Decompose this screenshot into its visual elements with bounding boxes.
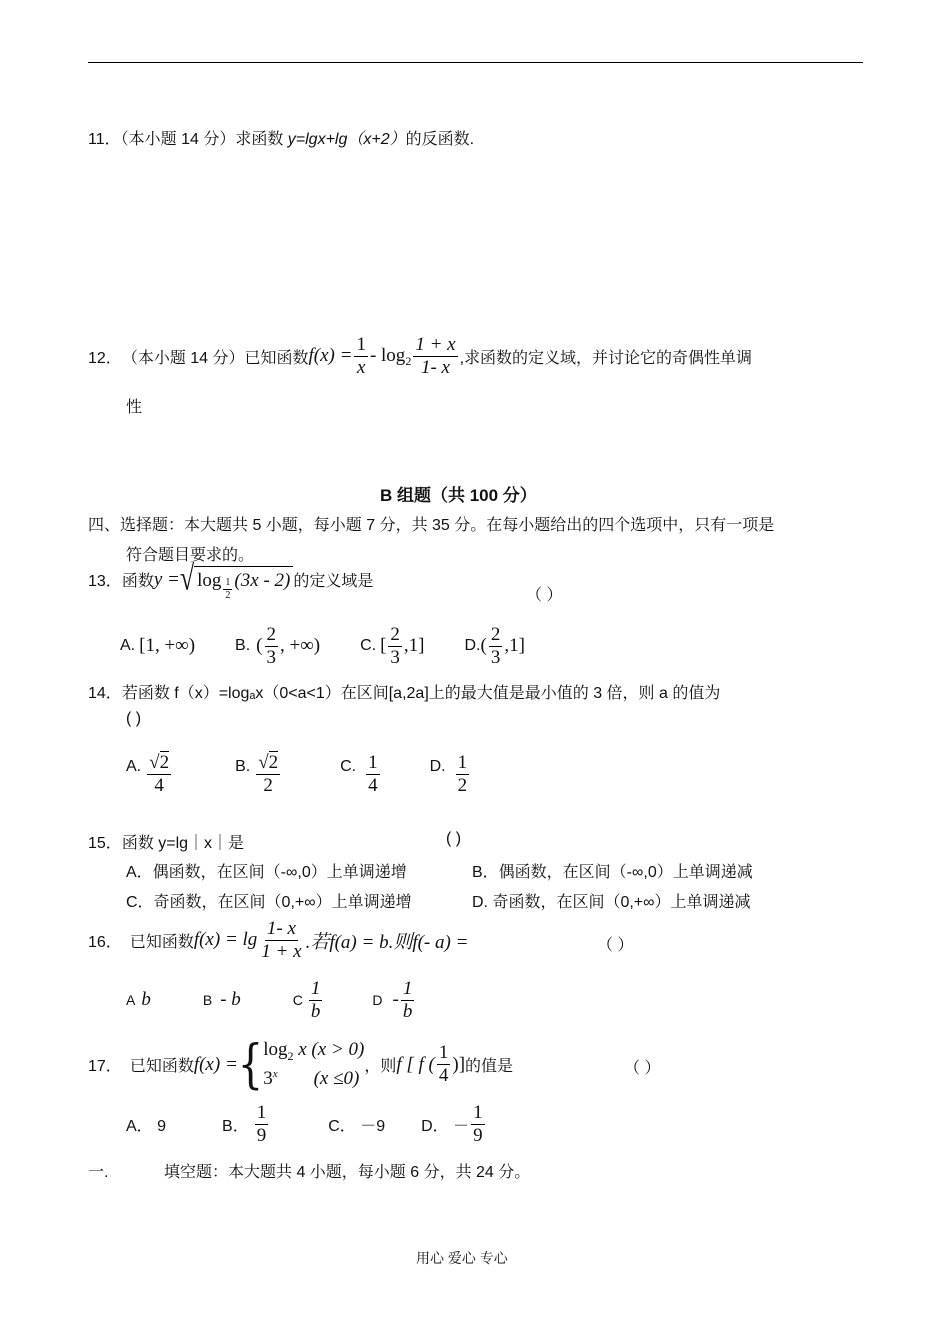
q17-case2-exp: x xyxy=(272,1067,278,1080)
q17-case2-rest: (x ≤0) xyxy=(313,1067,360,1089)
q12-fraction-2 xyxy=(413,334,457,379)
q17-ff-denominator: 4 xyxy=(438,1065,449,1086)
q17-case2-base: 3 xyxy=(263,1067,273,1089)
q12-f1-numerator: 1 xyxy=(356,334,366,355)
q17-ff-post: )] xyxy=(452,1053,466,1075)
q15-text: 函数 y=lg｜x｜是 xyxy=(121,835,245,852)
q14-option-b[interactable] xyxy=(235,752,282,797)
q16-answer-paren: （ ） xyxy=(597,937,634,954)
q13-d-close: ,1] xyxy=(504,635,525,657)
q17-answer-paren: （ ） xyxy=(624,1060,661,1077)
q16-option-d[interactable] xyxy=(372,978,416,1023)
q16-d-denominator: b xyxy=(402,1000,413,1022)
q14-text: 若函数 f（x）=logₐx（0<a<1）在区间[a,2a]上的最大值是最小值的 3 倍，则 a 的值为 xyxy=(121,685,721,702)
question-15 xyxy=(88,830,244,853)
q13-y: y = xyxy=(153,568,180,590)
q15-option-d[interactable]: D. 奇函数，在区间（0,+∞）上单调递减 xyxy=(472,894,751,911)
q16-d-label: D xyxy=(372,992,383,1009)
q17-case1-base: 2 xyxy=(287,1049,294,1063)
q13-d-denominator: 3 xyxy=(490,646,501,668)
q13-argument: (3x - 2) xyxy=(234,570,291,591)
q16-a-label: A xyxy=(126,992,136,1009)
q17-b-label: B． xyxy=(222,1117,249,1135)
q17-case-1 xyxy=(263,1036,364,1065)
q13-a-value: [1, +∞) xyxy=(139,635,196,657)
q17-d-label: D． － xyxy=(421,1117,470,1135)
q13-d-open: ( xyxy=(480,635,487,657)
q17-ff-fraction xyxy=(437,1042,451,1087)
q13-b-fraction xyxy=(265,624,279,669)
q13-d-fraction xyxy=(489,624,503,669)
q13-number: 13． xyxy=(88,573,122,590)
q14-d-numerator: 1 xyxy=(457,752,468,773)
sqrt-icon: √ xyxy=(258,752,269,773)
q13-c-denominator: 3 xyxy=(390,646,400,668)
group-b-heading: B 组题（共 100 分） xyxy=(380,486,537,505)
q14-a-numerator xyxy=(147,752,171,775)
q13-option-c[interactable] xyxy=(360,624,424,669)
q16-d-fraction xyxy=(401,978,415,1023)
q15-number: 15． xyxy=(88,835,122,852)
section-1-text: 填空题：本大题共 4 小题，每小题 6 分，共 24 分。 xyxy=(164,1164,531,1181)
q14-option-d[interactable] xyxy=(430,752,472,797)
q13-sqrt-body xyxy=(194,566,293,601)
q14-a-radicand: 2 xyxy=(159,752,170,773)
q16-option-b[interactable] xyxy=(203,989,241,1011)
q16-fx: f(x) = lg xyxy=(193,929,258,951)
q17-case-2 xyxy=(263,1065,364,1094)
q12-log-base: 2 xyxy=(405,353,412,368)
q17-number: 17． xyxy=(88,1058,122,1075)
q17-d-fraction xyxy=(471,1102,485,1147)
q16-c-numerator: 1 xyxy=(310,978,321,999)
q14-c-fraction xyxy=(366,752,380,797)
q13-option-d[interactable] xyxy=(465,624,525,669)
q13-b-denominator: 3 xyxy=(266,646,276,668)
q17-d-numerator: 1 xyxy=(473,1102,483,1123)
q17-options xyxy=(126,1102,487,1147)
q13-c-numerator: 2 xyxy=(390,624,400,645)
q13-base-numerator: 1 xyxy=(225,577,231,588)
q13-b-open: ( xyxy=(256,635,263,657)
q13-prefix: 函数 xyxy=(121,573,154,590)
question-14 xyxy=(88,680,720,703)
section-4-line-2: 符合题目要求的。 xyxy=(126,547,255,564)
q13-d-label: D. xyxy=(464,637,481,655)
q16-fraction xyxy=(259,918,303,963)
q13-b-label: B. xyxy=(235,637,251,655)
q13-options xyxy=(120,624,525,669)
q17-prefix: 已知函数 xyxy=(129,1058,194,1075)
q12-suffix: ,求函数的定义域，并讨论它的奇偶性单调 xyxy=(459,349,753,367)
q16-d-numerator: 1 xyxy=(402,978,413,999)
q16-prefix: 已知函数 xyxy=(129,933,194,951)
q12-fraction-1 xyxy=(354,334,368,379)
q14-d-fraction xyxy=(456,752,470,797)
q14-answer-paren: ( ) xyxy=(126,710,142,727)
q16-d-minus: - xyxy=(392,989,399,1011)
q16-options xyxy=(126,978,416,1023)
q17-ff-pre: f [ f ( xyxy=(396,1053,435,1075)
sqrt-icon: √ xyxy=(149,752,160,773)
q17-option-d[interactable] xyxy=(421,1102,487,1147)
q17-option-b[interactable] xyxy=(222,1102,270,1147)
q15-option-a[interactable]: A．偶函数，在区间（-∞,0）上单调递增 xyxy=(126,864,407,881)
q13-b-numerator: 2 xyxy=(266,624,276,645)
q16-number: 16． xyxy=(88,933,122,951)
q14-c-label: C. xyxy=(340,758,357,775)
q13-option-a[interactable] xyxy=(120,635,195,657)
question-16 xyxy=(88,918,468,963)
q17-option-c[interactable]: C． －9 xyxy=(328,1117,386,1135)
q17-option-a[interactable]: A． 9 xyxy=(126,1117,167,1135)
q14-b-denominator: 2 xyxy=(263,774,273,796)
q16-c-denominator: b xyxy=(310,1000,321,1022)
q14-option-a[interactable] xyxy=(126,752,173,797)
q15-option-c[interactable]: C．奇函数，在区间（0,+∞）上单调递增 xyxy=(126,894,412,911)
q14-number: 14． xyxy=(88,685,122,702)
q14-options xyxy=(126,752,471,797)
q12-minus-log: - log xyxy=(369,345,406,367)
q17-fx: f(x) = xyxy=(193,1053,238,1075)
q16-b-value: - b xyxy=(220,989,241,1011)
question-17 xyxy=(88,1036,513,1093)
q13-c-close: ,1] xyxy=(403,635,425,657)
q12-f2-numerator: 1 + x xyxy=(415,334,456,355)
left-brace-icon: { xyxy=(237,1034,264,1095)
sqrt-icon: √ xyxy=(179,558,195,598)
q16-c-fraction xyxy=(309,978,323,1023)
q17-ff-numerator: 1 xyxy=(438,1042,449,1064)
q16-a-value: b xyxy=(141,989,151,1011)
q11-expression: y=lgx+lg（x+2） xyxy=(287,131,406,148)
q14-a-label: A. xyxy=(126,758,142,775)
q11-number: 11． xyxy=(88,131,121,148)
q13-log-base xyxy=(223,577,232,601)
q14-a-fraction xyxy=(147,752,171,797)
q17-b-denominator: 9 xyxy=(256,1124,267,1146)
q13-d-numerator: 2 xyxy=(490,624,501,645)
question-13 xyxy=(88,558,374,601)
top-rule xyxy=(88,62,863,63)
page-footer: 用心 爱心 专心 xyxy=(416,1250,508,1266)
q11-prefix: （本小题 14 分）求函数 xyxy=(120,131,288,148)
section-4-line-1: 四、选择题：本大题共 5 小题，每小题 7 分，共 35 分。在每小题给出的四个选项中，只有一项是 xyxy=(88,517,775,534)
q17-b-fraction xyxy=(255,1102,269,1147)
q12-fx: f(x) = xyxy=(308,345,353,367)
q14-a-denominator: 4 xyxy=(154,774,164,796)
q17-suffix: 的值是 xyxy=(465,1058,514,1075)
q17-d-denominator: 9 xyxy=(473,1124,483,1146)
q13-sqrt xyxy=(179,558,293,601)
q13-base-denominator: 2 xyxy=(225,589,231,601)
q13-answer-paren: （ ） xyxy=(526,587,563,604)
q11-suffix: 的反函数. xyxy=(405,131,475,148)
q15-option-b[interactable]: B．偶函数，在区间（-∞,0）上单调递减 xyxy=(472,864,753,881)
q17-b-numerator: 1 xyxy=(256,1102,267,1123)
q14-b-radicand: 2 xyxy=(268,752,279,773)
q12-f1-denominator: x xyxy=(356,356,366,378)
q14-b-label: B. xyxy=(235,758,251,775)
q12-continuation: 性 xyxy=(126,399,143,416)
q13-suffix: 的定义域是 xyxy=(293,573,374,590)
q12-f2-denominator: 1- x xyxy=(420,356,450,378)
q12-number: 12． xyxy=(88,349,122,367)
q14-b-numerator xyxy=(256,752,280,775)
q13-c-label: C. xyxy=(360,637,377,655)
q14-d-label: D. xyxy=(429,758,446,775)
section-1-number: 一. xyxy=(88,1164,109,1181)
q17-case1-log: log xyxy=(263,1039,288,1060)
q16-denominator: 1 + x xyxy=(261,940,302,962)
q16-option-c[interactable] xyxy=(293,978,325,1023)
q15-answer-paren: ( ) xyxy=(446,830,462,847)
q14-c-denominator: 4 xyxy=(368,774,378,796)
q13-c-open: [ xyxy=(380,635,387,657)
q13-c-fraction xyxy=(388,624,402,669)
q14-c-numerator: 1 xyxy=(368,752,378,773)
q16-option-a[interactable] xyxy=(126,989,151,1011)
q14-option-c[interactable] xyxy=(340,752,382,797)
q17-cases xyxy=(263,1036,364,1093)
q16-b-label: B xyxy=(202,992,213,1009)
q14-b-fraction xyxy=(256,752,280,797)
q12-prefix: （本小题 14 分）已知函数 xyxy=(121,349,309,367)
q16-numerator: 1- x xyxy=(266,918,296,939)
q13-a-label: A. xyxy=(120,637,136,655)
q17-case1-rest: x (x > 0) xyxy=(293,1039,365,1060)
q16-c-label: C xyxy=(292,992,303,1009)
question-12 xyxy=(88,334,752,379)
q13-option-b[interactable] xyxy=(235,624,320,669)
question-11 xyxy=(88,126,474,149)
q16-suffix: .若f(a) = b.则f(- a) = xyxy=(305,931,469,953)
q14-d-denominator: 2 xyxy=(457,774,468,796)
q13-b-close: , +∞) xyxy=(280,635,321,657)
q13-log: log xyxy=(197,570,222,591)
q17-mid: ，则 xyxy=(364,1058,397,1075)
